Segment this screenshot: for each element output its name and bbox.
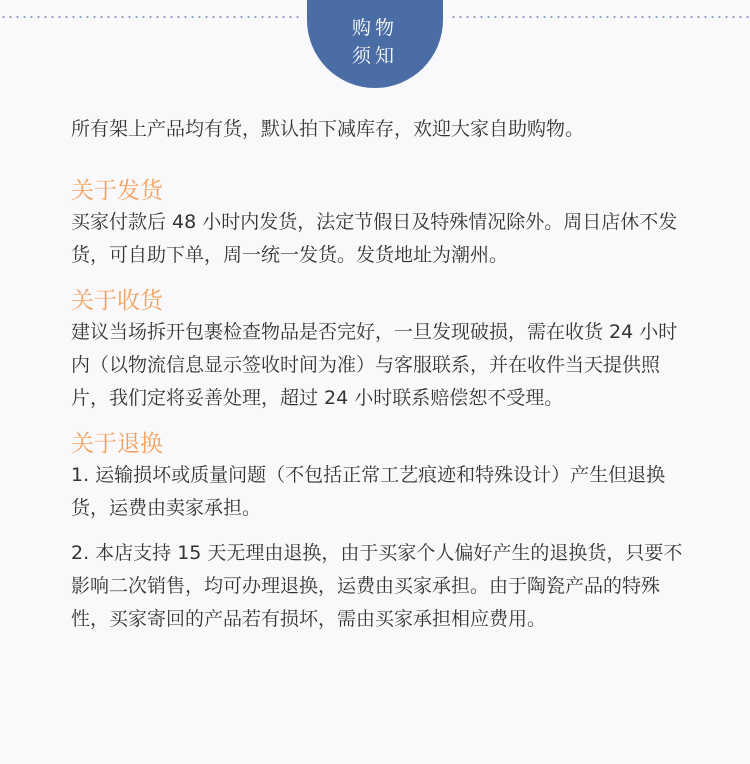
section-paragraph: 建议当场拆开包裹检查物品是否完好，一旦发现破损，需在收货 24 小时内（以物流信息显示签收时间为准）与客服联系，并在收件当天提供照片，我们定将妥善处理，超过 24 小时联系赔偿恕不受理。 [71, 321, 678, 409]
shopping-notice-badge [307, 0, 443, 88]
section-shipping [71, 176, 691, 272]
badge-line-1: 购物 [351, 17, 398, 39]
section-receiving [71, 286, 691, 415]
section-returns [71, 429, 691, 636]
section-paragraph: 买家付款后 48 小时内发货，法定节假日及特殊情况除外。周日店休不发货，可自助下单，周一统一发货。发货地址为潮州。 [71, 211, 678, 266]
section-paragraph: 1. 运输损坏或质量问题（不包括正常工艺痕迹和特殊设计）产生但退换货，运费由卖家承担。 [71, 464, 666, 519]
badge-line-2: 须知 [351, 45, 398, 67]
section-paragraph: 2. 本店支持 15 天无理由退换，由于买家个人偏好产生的退换货，只要不影响二次销售，均可办理退换，运费由买家承担。由于陶瓷产品的特殊性，买家寄回的产品若有损坏，需由买家承担相应费用。 [71, 542, 683, 630]
dotted-divider-right [450, 16, 750, 18]
section-title-shipping: 关于发货 [71, 178, 163, 204]
section-title-receiving: 关于收货 [71, 288, 163, 314]
notice-content [71, 113, 691, 650]
intro-text: 所有架上产品均有货，默认拍下减库存，欢迎大家自助购物。 [71, 118, 585, 140]
dotted-divider-left [0, 16, 300, 18]
section-title-returns: 关于退换 [71, 431, 163, 457]
